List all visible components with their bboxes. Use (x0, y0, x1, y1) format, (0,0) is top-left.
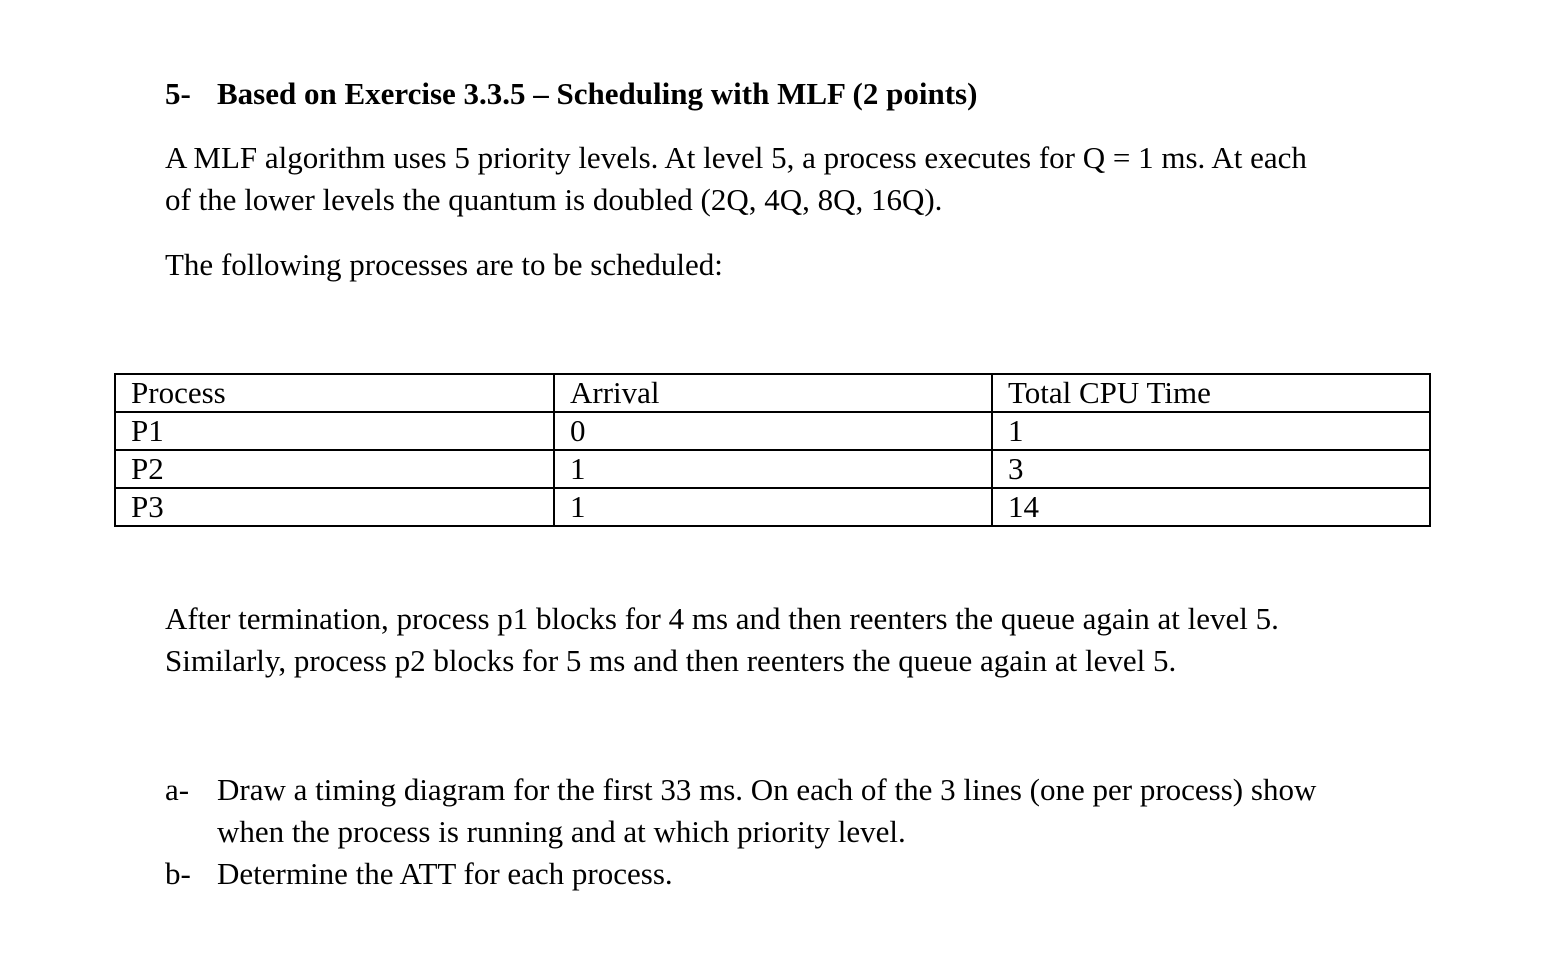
cell-cpu-time: 14 (992, 488, 1430, 526)
exercise-title: Based on Exercise 3.3.5 – Scheduling with MLF (2 points) (217, 76, 978, 111)
header-process: Process (115, 374, 554, 412)
header-arrival: Arrival (554, 374, 992, 412)
intro-line-2: of the lower levels the quantum is doubled (2Q, 4Q, 8Q, 16Q). (165, 182, 943, 217)
question-label: a- (165, 772, 190, 807)
intro-paragraph (165, 137, 1307, 221)
table-row (115, 488, 1430, 526)
question-a-line-1: Draw a timing diagram for the first 33 ms. On each of the 3 lines (one per process) show (217, 772, 1317, 807)
question-text (217, 769, 1316, 853)
cell-process: P2 (115, 450, 554, 488)
cell-arrival: 1 (554, 488, 992, 526)
blocking-line-1: After termination, process p1 blocks for 4 ms and then reenters the queue again at level 5. (165, 601, 1279, 636)
exercise-number: 5- (165, 76, 191, 111)
lead-paragraph: The following processes are to be scheduled: (165, 247, 723, 282)
process-table (114, 373, 1431, 527)
exercise-heading (165, 76, 977, 112)
blocking-paragraph (165, 598, 1279, 682)
cell-process: P3 (115, 488, 554, 526)
cell-arrival: 0 (554, 412, 992, 450)
question-list (165, 769, 1316, 895)
question-b-line-1: Determine the ATT for each process. (217, 856, 673, 891)
question-label: b- (165, 856, 191, 891)
table-row (115, 412, 1430, 450)
question-b (165, 853, 1316, 895)
intro-line-1: A MLF algorithm uses 5 priority levels. At level 5, a process executes for Q = 1 ms. At each (165, 140, 1307, 175)
cell-arrival: 1 (554, 450, 992, 488)
question-text (217, 853, 673, 895)
cell-cpu-time: 1 (992, 412, 1430, 450)
table-header-row (115, 374, 1430, 412)
table-row (115, 450, 1430, 488)
blocking-line-2: Similarly, process p2 blocks for 5 ms and then reenters the queue again at level 5. (165, 643, 1177, 678)
question-a-line-2: when the process is running and at which priority level. (217, 814, 906, 849)
cell-cpu-time: 3 (992, 450, 1430, 488)
header-cpu-time: Total CPU Time (992, 374, 1430, 412)
cell-process: P1 (115, 412, 554, 450)
question-a (165, 769, 1316, 853)
